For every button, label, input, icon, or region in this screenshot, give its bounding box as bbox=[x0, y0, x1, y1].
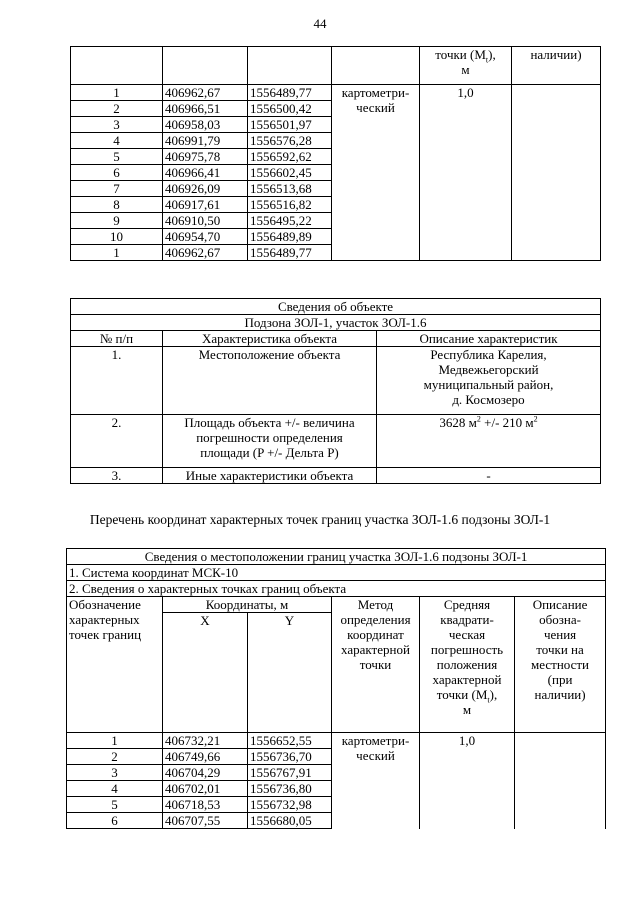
header-empty bbox=[248, 47, 332, 85]
method-cell: картометри- ческий bbox=[332, 85, 420, 261]
header-point-description: Описание обозна- чения точки на местности (при наличии) bbox=[515, 597, 606, 733]
row-number: 1. bbox=[71, 347, 163, 415]
header-empty bbox=[163, 47, 248, 85]
page-number: 44 bbox=[313, 16, 327, 31]
header-description: Описание характеристик bbox=[377, 331, 601, 347]
object-info-table bbox=[70, 298, 601, 484]
description-cell bbox=[515, 733, 606, 829]
y-coordinate: 1556736,70 bbox=[248, 749, 332, 765]
point-number: 6 bbox=[67, 813, 163, 829]
y-coordinate: 1556652,55 bbox=[248, 733, 332, 749]
y-coordinate: 1556736,80 bbox=[248, 781, 332, 797]
points-section-title: 2. Сведения о характерных точках границ объекта bbox=[67, 581, 606, 597]
x-coordinate: 406966,41 bbox=[163, 165, 248, 181]
point-number: 1 bbox=[71, 85, 163, 101]
y-coordinate: 1556489,89 bbox=[248, 229, 332, 245]
x-coordinate: 406962,67 bbox=[163, 85, 248, 101]
point-number: 1 bbox=[71, 245, 163, 261]
y-coordinate: 1556495,22 bbox=[248, 213, 332, 229]
y-coordinate: 1556516,82 bbox=[248, 197, 332, 213]
header-accuracy: Средняя квадрати- ческая погрешность положения характерной точки $(M_t)$, м bbox=[420, 597, 515, 733]
x-coordinate: 406966,51 bbox=[163, 101, 248, 117]
y-coordinate: 1556513,68 bbox=[248, 181, 332, 197]
object-info-title: Сведения об объекте bbox=[71, 299, 601, 315]
point-number: 4 bbox=[67, 781, 163, 797]
characteristic-other: Иные характеристики объекта bbox=[163, 468, 377, 484]
table-row bbox=[67, 733, 606, 749]
x-coordinate: 406910,50 bbox=[163, 213, 248, 229]
header-empty bbox=[332, 47, 420, 85]
y-coordinate: 1556732,98 bbox=[248, 797, 332, 813]
header-point-designation: Обозначение характерных точек границ bbox=[67, 597, 163, 733]
y-coordinate: 1556602,45 bbox=[248, 165, 332, 181]
coordinates-table-continued bbox=[70, 46, 601, 261]
point-number: 1 bbox=[67, 733, 163, 749]
coordinate-system: 1. Система координат МСК-10 bbox=[67, 565, 606, 581]
y-coordinate: 1556592,62 bbox=[248, 149, 332, 165]
y-coordinate: 1556489,77 bbox=[248, 85, 332, 101]
y-coordinate: 1556501,97 bbox=[248, 117, 332, 133]
point-number: 9 bbox=[71, 213, 163, 229]
x-coordinate: 406958,03 bbox=[163, 117, 248, 133]
x-coordinate: 406704,29 bbox=[163, 765, 248, 781]
x-coordinate: 406749,66 bbox=[163, 749, 248, 765]
row-number: 3. bbox=[71, 468, 163, 484]
header-number: № п/п bbox=[71, 331, 163, 347]
header-accuracy-tail: точки $(M_t)$, м bbox=[420, 47, 512, 85]
point-number: 10 bbox=[71, 229, 163, 245]
x-coordinate: 406702,01 bbox=[163, 781, 248, 797]
description-area: 3628 $м^2$ +/- 210 $м^2$ bbox=[377, 415, 601, 468]
coordinates-caption: Перечень координат характерных точек границ участка ЗОЛ-1.6 подзоны ЗОЛ-1 bbox=[89, 512, 551, 527]
x-coordinate: 406732,21 bbox=[163, 733, 248, 749]
header-method: Метод определения координат характерной точки bbox=[332, 597, 420, 733]
row-number: 2. bbox=[71, 415, 163, 468]
header-characteristic: Характеристика объекта bbox=[163, 331, 377, 347]
boundary-title: Сведения о местоположении границ участка ЗОЛ-1.6 подзоны ЗОЛ-1 bbox=[67, 549, 606, 565]
table-row bbox=[71, 85, 601, 101]
y-coordinate: 1556500,42 bbox=[248, 101, 332, 117]
accuracy-cell: 1,0 bbox=[420, 85, 512, 261]
point-number: 8 bbox=[71, 197, 163, 213]
x-coordinate: 406926,09 bbox=[163, 181, 248, 197]
description-cell bbox=[512, 85, 601, 261]
boundary-coordinates-table bbox=[66, 548, 606, 829]
point-number: 3 bbox=[67, 765, 163, 781]
x-coordinate: 406917,61 bbox=[163, 197, 248, 213]
characteristic-area: Площадь объекта +/- величина погрешности определения площади (P +/- Дельта P) bbox=[163, 415, 377, 468]
description-location: Республика Карелия, Медвежьегорский муниципальный район, д. Космозеро bbox=[377, 347, 601, 415]
header-y: Y bbox=[248, 613, 332, 733]
point-number: 6 bbox=[71, 165, 163, 181]
description-other: - bbox=[377, 468, 601, 484]
x-coordinate: 406962,67 bbox=[163, 245, 248, 261]
x-coordinate: 406707,55 bbox=[163, 813, 248, 829]
y-coordinate: 1556680,05 bbox=[248, 813, 332, 829]
object-info-subtitle: Подзона ЗОЛ-1, участок ЗОЛ-1.6 bbox=[71, 315, 601, 331]
header-empty bbox=[71, 47, 163, 85]
x-coordinate: 406954,70 bbox=[163, 229, 248, 245]
header-x: X bbox=[163, 613, 248, 733]
accuracy-cell: 1,0 bbox=[420, 733, 515, 829]
point-number: 2 bbox=[67, 749, 163, 765]
point-number: 5 bbox=[67, 797, 163, 813]
header-description-tail: наличии) bbox=[512, 47, 601, 85]
header-coordinates: Координаты, м bbox=[163, 597, 332, 613]
point-number: 7 bbox=[71, 181, 163, 197]
y-coordinate: 1556489,77 bbox=[248, 245, 332, 261]
x-coordinate: 406975,78 bbox=[163, 149, 248, 165]
x-coordinate: 406991,79 bbox=[163, 133, 248, 149]
x-coordinate: 406718,53 bbox=[163, 797, 248, 813]
characteristic-location: Местоположение объекта bbox=[163, 347, 377, 415]
y-coordinate: 1556767,91 bbox=[248, 765, 332, 781]
y-coordinate: 1556576,28 bbox=[248, 133, 332, 149]
point-number: 3 bbox=[71, 117, 163, 133]
point-number: 4 bbox=[71, 133, 163, 149]
method-cell: картометри- ческий bbox=[332, 733, 420, 829]
point-number: 2 bbox=[71, 101, 163, 117]
point-number: 5 bbox=[71, 149, 163, 165]
